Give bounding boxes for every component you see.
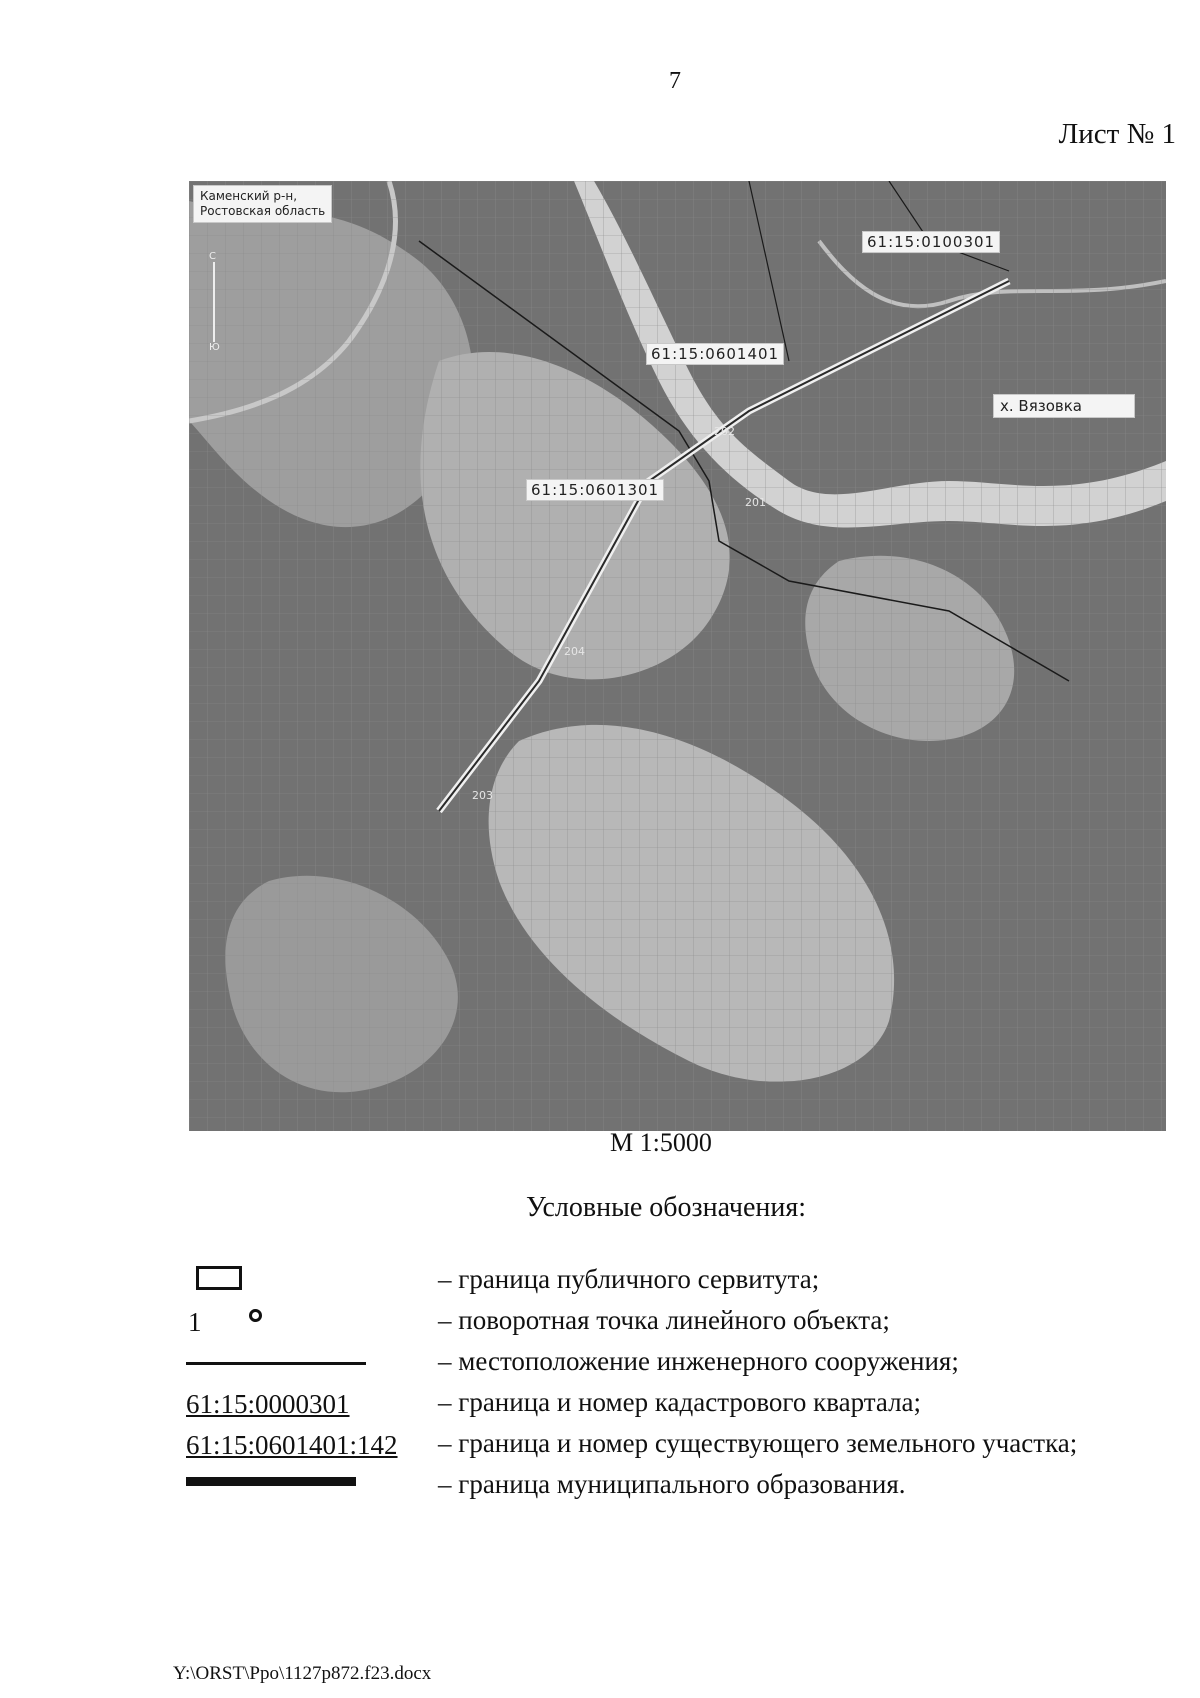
land-plot-suffix: :142	[349, 1430, 398, 1460]
legend-item-engineering	[186, 1346, 1166, 1382]
legend-description: – граница муниципального образования.	[438, 1469, 906, 1499]
legend-symbol	[186, 1428, 426, 1464]
legend-symbol	[186, 1264, 426, 1300]
line-symbol-icon	[186, 1362, 366, 1365]
legend-symbol	[186, 1346, 426, 1382]
point-label-201: 201	[745, 496, 766, 509]
legend-description: – граница публичного сервитута;	[438, 1264, 820, 1294]
legend-symbol	[186, 1469, 426, 1505]
legend-description: – граница и номер существующего земельного участка;	[438, 1428, 1078, 1458]
quarter-label-0601401: 61:15:0601401	[646, 343, 784, 365]
land-plot-quarter: 61:15:0601401	[186, 1430, 350, 1460]
quarter-label-0601301: 61:15:0601301	[526, 479, 664, 501]
land-plot-number	[186, 1430, 398, 1461]
legend-description: – граница и номер кадастрового квартала;	[438, 1387, 922, 1417]
quarter-label-0100301: 61:15:0100301	[862, 231, 1000, 253]
point-label-203: 203	[472, 789, 493, 802]
thick-line-symbol-icon	[186, 1477, 356, 1486]
map-image	[189, 181, 1166, 1131]
rectangle-symbol-icon	[196, 1266, 242, 1290]
footer-file-path: Y:\ORST\Ppo\1127p872.f23.docx	[173, 1663, 432, 1684]
legend-symbol	[186, 1387, 426, 1423]
legend-item-servitude	[186, 1264, 1166, 1300]
legend-item-cadastral-quarter	[186, 1387, 1166, 1423]
region-label	[193, 185, 332, 223]
region-line-1: Каменский р-н,	[200, 189, 298, 203]
region-line-2: Ростовская область	[200, 204, 326, 218]
point-number: 1	[188, 1307, 202, 1337]
map-drawing	[189, 181, 1166, 1131]
settlement-label: х. Вязовка	[993, 394, 1135, 418]
sheet-title: Лист № 1	[1058, 118, 1176, 150]
legend-item-turning-point	[186, 1305, 1166, 1341]
compass-south: Ю	[209, 342, 220, 353]
legend-item-municipal	[186, 1469, 1166, 1505]
point-label-204: 204	[564, 645, 585, 658]
legend-description: – местоположение инженерного сооружения;	[438, 1346, 959, 1376]
legend-symbol	[186, 1305, 426, 1341]
compass-north: С	[209, 251, 216, 262]
map-scale: М 1:5000	[610, 1128, 712, 1157]
page-number: 7	[669, 68, 681, 94]
legend-title: Условные обозначения:	[526, 1192, 807, 1223]
point-label-202: 202	[714, 425, 735, 438]
legend-item-land-plot	[186, 1428, 1166, 1464]
dot-symbol-icon	[249, 1309, 262, 1322]
compass-icon	[209, 251, 221, 361]
cadastral-quarter-number: 61:15:0000301	[186, 1389, 350, 1419]
legend-description: – поворотная точка линейного объекта;	[438, 1305, 890, 1335]
